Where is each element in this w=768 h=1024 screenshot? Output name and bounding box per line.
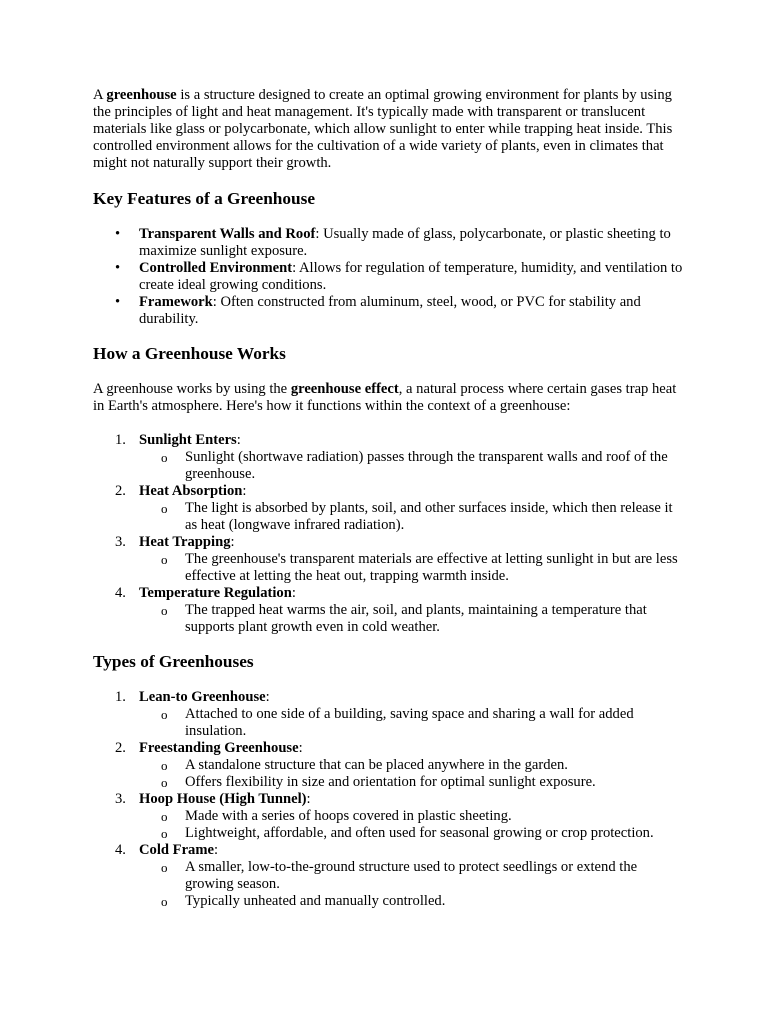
types-heading: Types of Greenhouses: [93, 652, 254, 671]
sub-item: o Lightweight, affordable, and often used for seasonal growing or crop protection.: [139, 825, 683, 842]
features-list: [93, 226, 683, 328]
sub-item: o The light is absorbed by plants, soil, and other surfaces inside, which then release it as heat (longwave infrared radiation).: [139, 500, 683, 534]
sub-item: o Made with a series of hoops covered in plastic sheeting.: [139, 808, 683, 825]
sub-item: o Attached to one side of a building, saving space and sharing a wall for added insulation.: [139, 706, 683, 740]
step-item: 3. Heat Trapping: o The greenhouse's transparent materials are effective at letting sunlight in but are less effective at letting the heat out, trapping warmth inside.: [93, 534, 683, 585]
sub-list: [139, 859, 683, 910]
how-steps-list: [93, 432, 683, 636]
sub-item: o A smaller, low-to-the-ground structure used to protect seedlings or extend the growing season.: [139, 859, 683, 893]
sub-list: [139, 449, 683, 483]
document-body: [93, 87, 683, 926]
how-heading: How a Greenhouse Works: [93, 344, 286, 363]
how-paragraph: A greenhouse works by using the greenhouse effect, a natural process where certain gases trap heat in Earth's atmosphere. Here's how it functions within the context of a greenhouse:: [93, 381, 677, 414]
sub-list: [139, 757, 683, 791]
sub-item: o Typically unheated and manually controlled.: [139, 893, 683, 910]
sub-item: o Offers flexibility in size and orientation for optimal sunlight exposure.: [139, 774, 683, 791]
sub-list: [139, 500, 683, 534]
type-item: 2. Freestanding Greenhouse: o A standalone structure that can be placed anywhere in the garden. o Offers flexibility in size and orientation for optimal sunlight exposure.: [93, 740, 683, 791]
sub-list: [139, 602, 683, 636]
sub-list: [139, 551, 683, 585]
feature-item: • Transparent Walls and Roof: Usually made of glass, polycarbonate, or plastic sheeting to maximize sunlight exposure.: [93, 226, 683, 260]
sub-item: o Sunlight (shortwave radiation) passes through the transparent walls and roof of the greenhouse.: [139, 449, 683, 483]
type-item: 1. Lean-to Greenhouse: o Attached to one side of a building, saving space and sharing a wall for added insulation.: [93, 689, 683, 740]
feature-item: • Framework: Often constructed from aluminum, steel, wood, or PVC for stability and durability.: [93, 294, 683, 328]
features-heading: Key Features of a Greenhouse: [93, 189, 316, 208]
step-item: 4. Temperature Regulation: o The trapped heat warms the air, soil, and plants, maintaining a temperature that supports plant growth even in cold weather.: [93, 585, 683, 636]
feature-item: • Controlled Environment: Allows for regulation of temperature, humidity, and ventilation to create ideal growing conditions.: [93, 260, 683, 294]
type-item: 3. Hoop House (High Tunnel): o Made with a series of hoops covered in plastic sheeting. o Lightweight, affordable, and often used for seasonal growing or crop protection.: [93, 791, 683, 842]
sub-item: o The trapped heat warms the air, soil, and plants, maintaining a temperature that supports plant growth even in cold weather.: [139, 602, 683, 636]
intro-term: greenhouse: [106, 87, 177, 103]
types-list: [93, 689, 683, 910]
sub-list: [139, 808, 683, 842]
sub-item: o The greenhouse's transparent materials are effective at letting sunlight in but are less effective at letting the heat out, trapping warmth inside.: [139, 551, 683, 585]
step-item: 2. Heat Absorption: o The light is absorbed by plants, soil, and other surfaces inside, which then release it as heat (longwave infrared radiation).: [93, 483, 683, 534]
type-item: 4. Cold Frame: o A smaller, low-to-the-ground structure used to protect seedlings or extend the growing season. o Typically unheated and manually controlled.: [93, 842, 683, 910]
step-item: 1. Sunlight Enters: o Sunlight (shortwave radiation) passes through the transparent walls and roof of the greenhouse.: [93, 432, 683, 483]
intro-paragraph: A greenhouse is a structure designed to create an optimal growing environment for plants by using the principles of light and heat management. It's typically made with transparent or translucent materials like glass or polycarbonate, which allow sunlight to enter while trapping heat inside. This controlled environment allows for the cultivation of a wide variety of plants, even in climates that might not naturally support their growth.: [93, 87, 673, 171]
sub-item: o A standalone structure that can be placed anywhere in the garden.: [139, 757, 683, 774]
sub-list: [139, 706, 683, 740]
